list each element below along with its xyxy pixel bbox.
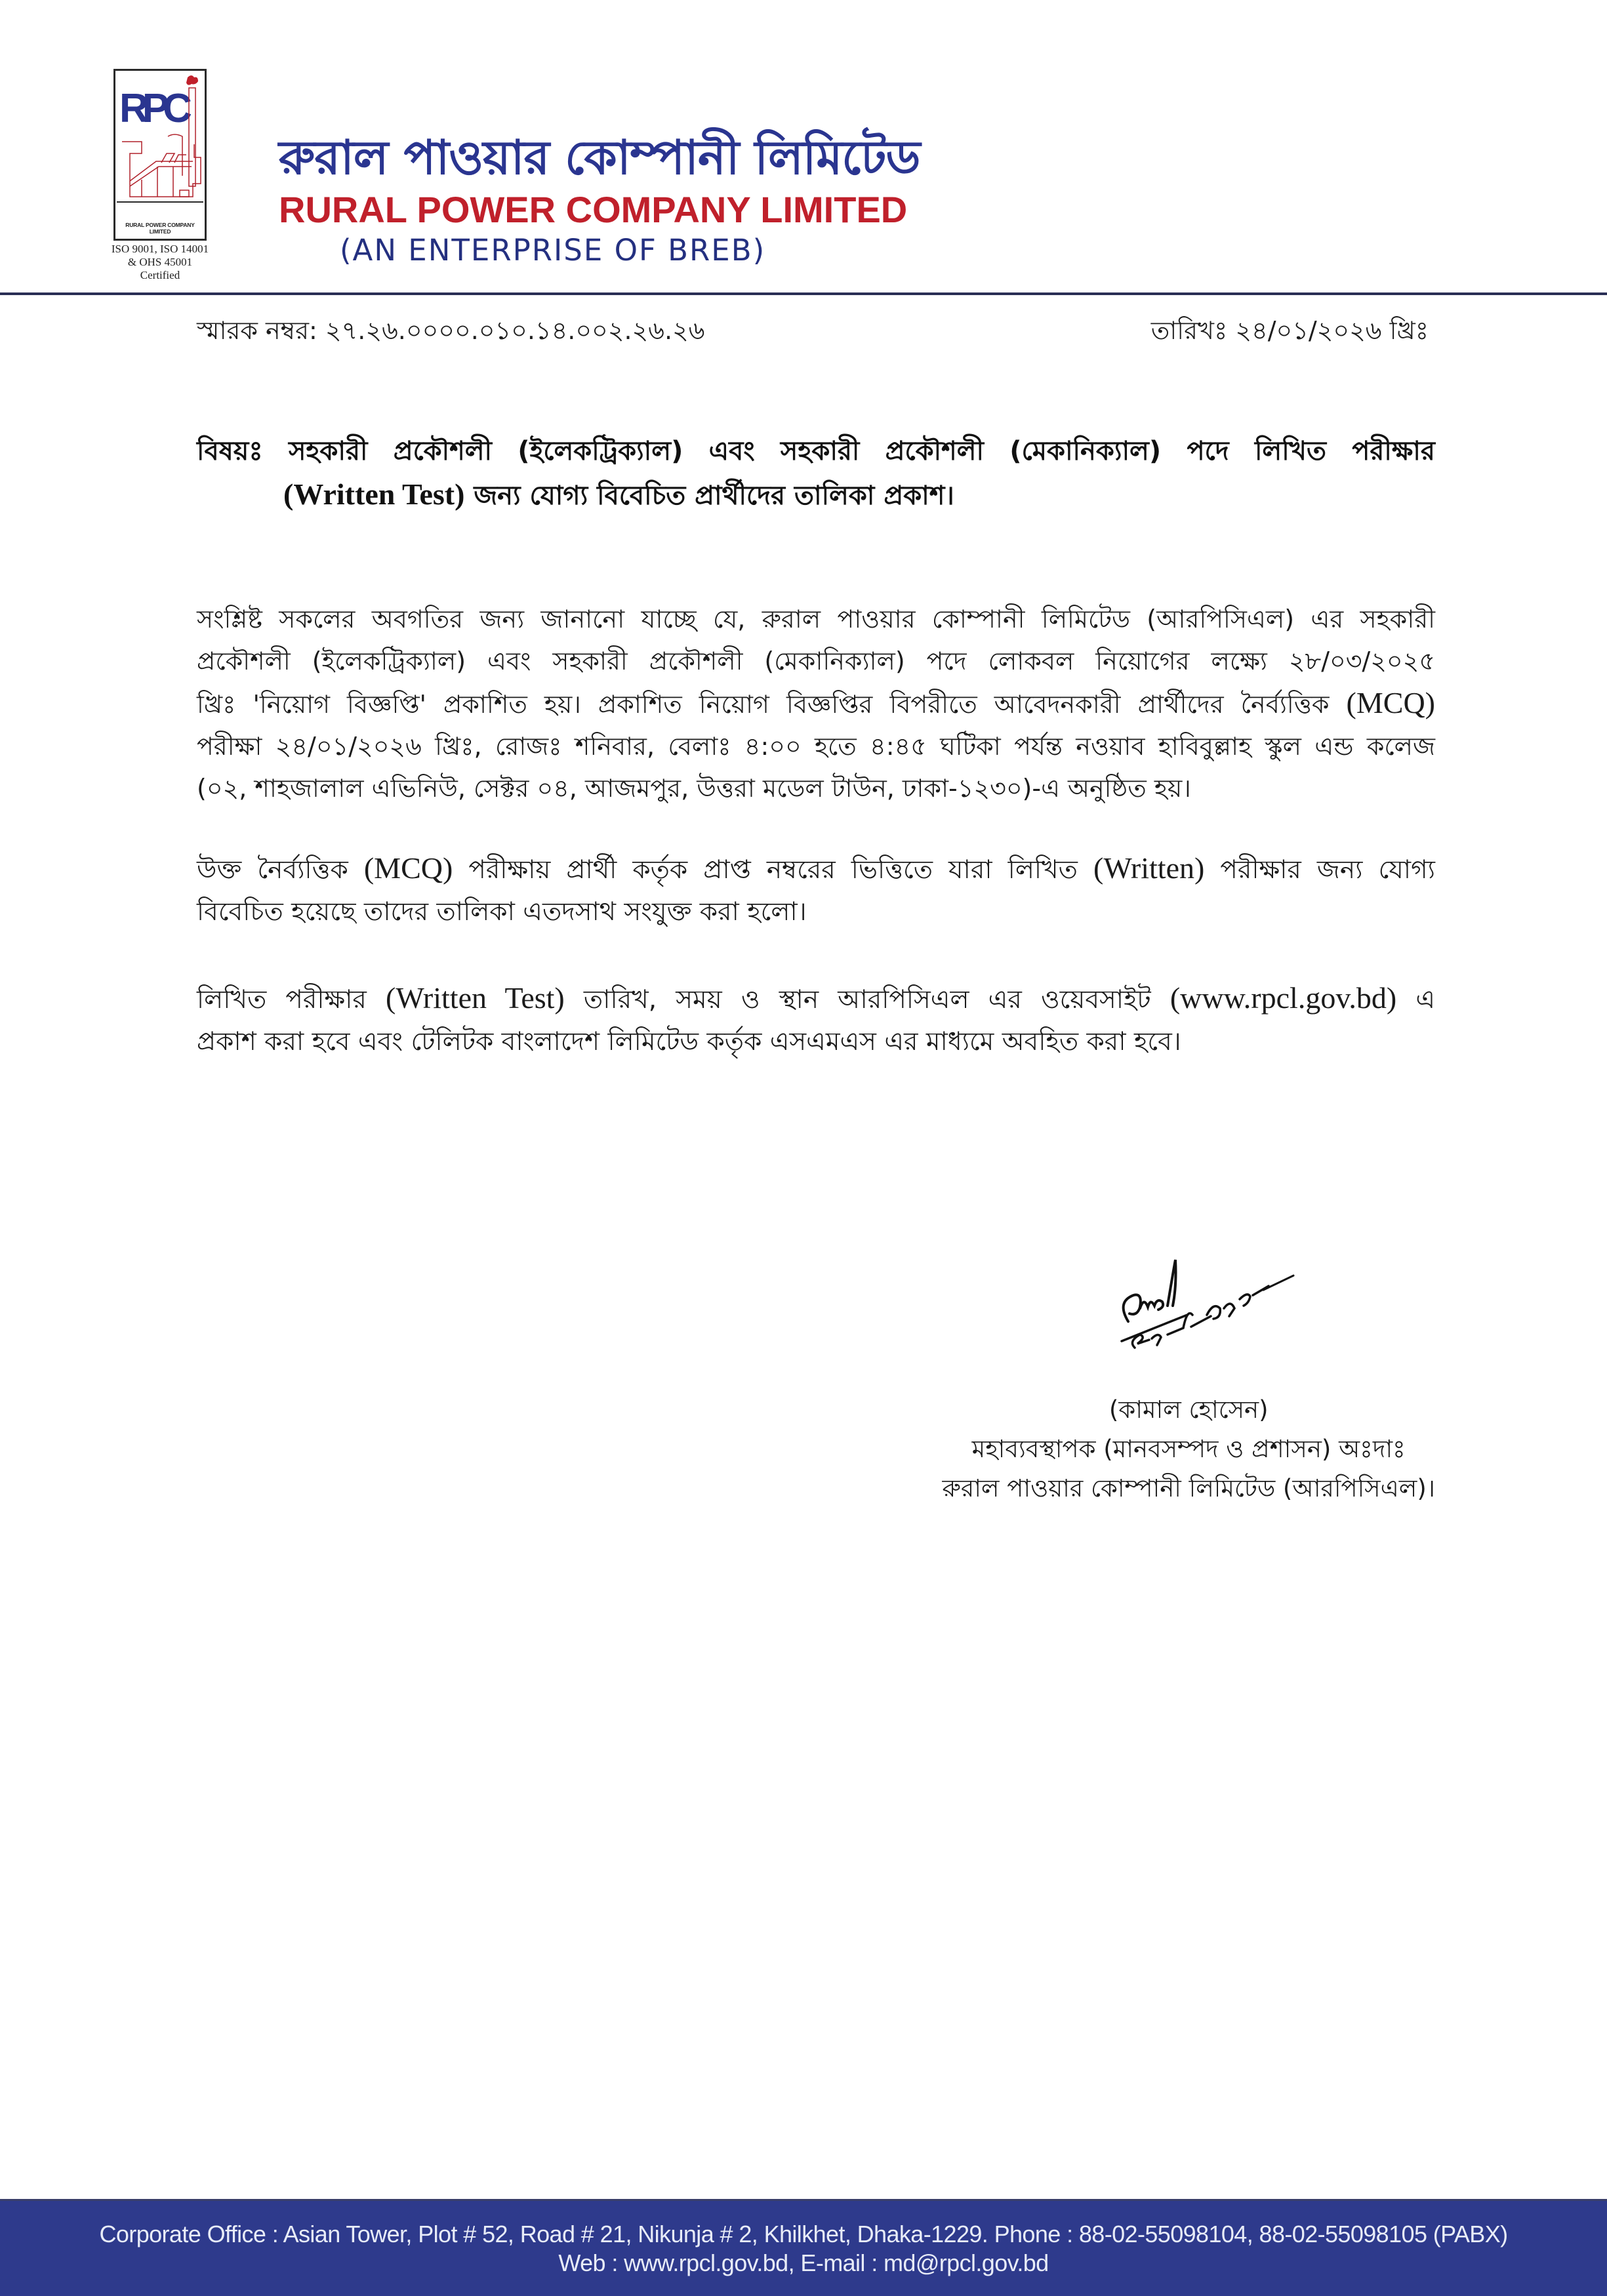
paragraph-text: লিখিত পরীক্ষার [197,985,386,1015]
paragraph-line: বিবেচিত হয়েছে তাদের তালিকা এতদসাথ সংযুক্ত করা হলো। [197,897,807,927]
signatory-designation: মহাব্যবস্থাপক (মানবসম্পদ ও প্রশাসন) অঃদাঃ [971,1435,1406,1463]
subject-word: এবং [708,436,755,466]
logo-caption: RURAL POWER COMPANY LIMITED [125,222,195,235]
mcq-label: (MCQ) [1346,686,1435,719]
paragraph-line: পরীক্ষা ২৪/০১/২০২৬ খ্রিঃ, রোজঃ শনিবার, বেলাঃ ৪:০০ হতে ৪:৪৫ ঘটিকা পর্যন্ত নওয়াব হাবিবুল্লাহ স্কুল এন্ড কলেজ [197,732,1435,761]
subject-word: সহকারী [288,436,368,466]
paragraph-line: প্রকৌশলী (ইলেকট্রিক্যাল) এবং সহকারী প্রকৌশলী (মেকানিক্যাল) পদে লোকবল নিয়োগের লক্ষ্যে ২৮/০৩/২০২৫ [197,647,1435,675]
subject-word: প্রকৌশলী [885,436,984,466]
paragraph-line [197,682,1435,725]
handwritten-signature [1109,1243,1312,1374]
website-link[interactable]: (www.rpcl.gov.bd) [1170,981,1397,1015]
header-divider [0,292,1607,295]
subject-label: বিষয়ঃ [197,436,263,466]
enterprise-tagline: (AN ENTERPRISE OF BREB) [340,233,766,268]
power-plant-logo-icon [115,71,205,223]
paragraph-line: (০২, শাহজালাল এভিনিউ, সেক্টর ০৪, আজমপুর, উত্তরা মডেল টাউন, ঢাকা-১২৩০)-এ অনুষ্ঠিত হয়। [197,774,1191,803]
footer-address: Corporate Office : Asian Tower, Plot # 52, Road # 21, Nikunja # 2, Khilkhet, Dhaka-1229. Phone : 88-02-55098104, 88-02-55098105 (PABX) [99,2221,1508,2247]
body-paragraph-2 [197,847,1435,933]
footer-contact: Web : www.rpcl.gov.bd, E-mail : md@rpcl.gov.bd [558,2249,1049,2276]
paragraph-text: পরীক্ষায় প্রার্থী কর্তৃক প্রাপ্ত নম্বরের ভিত্তিতে যারা লিখিত [453,855,1094,885]
subject-word: প্রকৌশলী [393,436,492,466]
body-paragraph-3 [197,977,1435,1063]
certification-line-1: ISO 9001, ISO 14001 [111,243,209,255]
paragraph-line-text: খ্রিঃ 'নিয়োগ বিজ্ঞপ্তি' প্রকাশিত হয়। প্রকাশিত নিয়োগ বিজ্ঞপ্তির বিপরীতে আবেদনকারী প্রার্থীদের নৈর্ব্যত্তিক [197,690,1347,719]
subject-word: পরীক্ষার [1352,436,1435,466]
paragraph-line [197,847,1435,891]
svg-text:RPC: RPC [119,86,186,131]
memo-reference-number: স্মারক নম্বর: ২৭.২৬.০০০০.০১০.১৪.০০২.২৬.২৬ [197,316,705,345]
subject [197,430,1435,517]
company-logo [113,69,207,241]
written-test-label: (Written Test) [386,981,565,1015]
subject-line-2-text: জন্য যোগ্য বিবেচিত প্রার্থীদের তালিকা প্রকাশ। [464,481,954,511]
subject-word: (ইলেকট্রিক্যাল) [518,436,683,466]
paragraph-line [197,977,1435,1021]
paragraph-text: এ [1396,985,1435,1015]
paragraph-text: উক্ত নৈর্ব্যত্তিক [197,855,364,885]
signatory-name: (কামাল হোসেন) [1109,1396,1269,1424]
certification-line-2: & OHS 45001 Certified [127,256,193,281]
paragraph-text: পরীক্ষার জন্য যোগ্য [1204,855,1435,885]
paragraph-line: সংশ্লিষ্ট সকলের অবগতির জন্য জানানো যাচ্ছে যে, রুরাল পাওয়ার কোম্পানী লিমিটেড (আরপিসিএল) এর সহকারী [197,605,1435,634]
subject-word: পদে [1187,436,1229,466]
company-name-english: RURAL POWER COMPANY LIMITED [279,189,908,230]
paragraph-text: তারিখ, সময় ও স্থান আরপিসিএল এর ওয়েবসাইট [564,985,1170,1015]
signatory-organization: রুরাল পাওয়ার কোম্পানী লিমিটেড (আরপিসিএল)। [942,1474,1435,1502]
written-label: (Written) [1093,851,1205,885]
subject-word: (মেকানিক্যাল) [1009,436,1162,466]
subject-written-test: (Written Test) [283,477,465,511]
company-name-bangla: রুরাল পাওয়ার কোম্পানী লিমিটেড [279,130,920,185]
signatory-block [942,1390,1435,1508]
subject-line-2 [197,473,1435,517]
subject-line-1 [197,430,1435,473]
paragraph-line: প্রকাশ করা হবে এবং টেলিটক বাংলাদেশ লিমিটেড কর্তৃক এসএমএস এর মাধ্যমে অবহিত করা হবে। [197,1027,1181,1057]
memo-date: তারিখঃ ২৪/০১/২০২৬ খ্রিঃ [1150,316,1429,345]
footer-bar [0,2199,1607,2296]
body-paragraph-1 [197,598,1435,809]
subject-word: সহকারী [780,436,860,466]
subject-word: লিখিত [1254,436,1326,466]
mcq-label: (MCQ) [363,851,453,885]
